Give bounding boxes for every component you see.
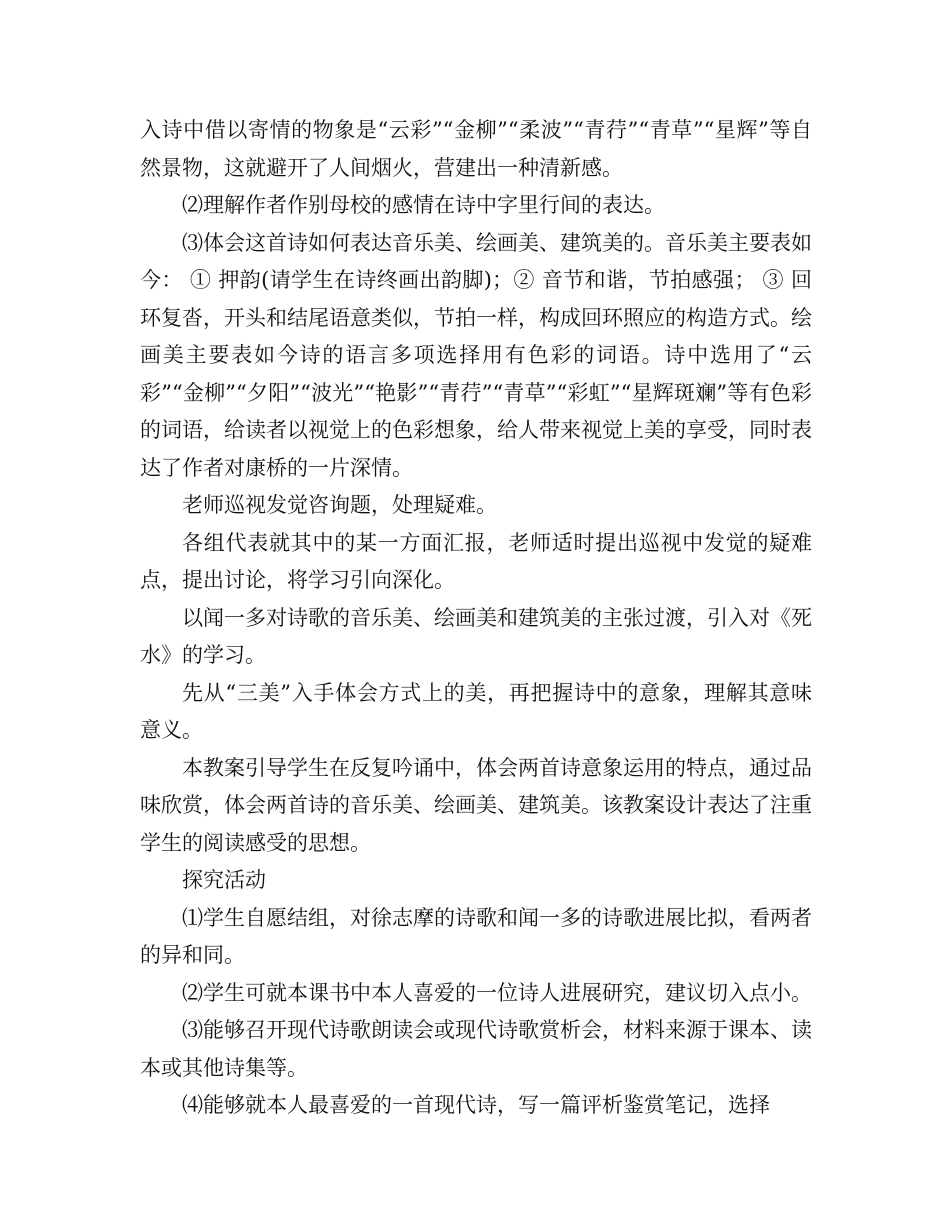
activity-item-4: ⑷能够就本人最喜爱的一首现代诗，写一篇评析鉴赏笔记，选择 — [182, 1093, 770, 1117]
activity-item-1: ⑴学生自愿结组，对徐志摩的诗歌和闻一多的诗歌进展比拟，看两者的异和同。 — [140, 905, 812, 967]
paragraph-item-2: ⑵理解作者作别母校的感情在诗中字里行间的表达。 — [182, 193, 665, 217]
paragraph-three-beauties: 先从“三美”入手体会方式上的美，再把握诗中的意象，理解其意味意义。 — [140, 680, 812, 742]
section-heading: 探究活动 — [182, 868, 266, 892]
document-body — [140, 112, 812, 1125]
activity-item-2: ⑵学生可就本课书中本人喜爱的一位诗人进展研究，建议切入点小。 — [182, 980, 812, 1005]
paragraph-continuation: 入诗中借以寄情的物象是“云彩”“金柳”“柔波”“青荇”“青草”“星辉”等自然景物，这就避开了人间烟火，营建出一种清新感。 — [140, 118, 812, 180]
paragraph-group-report: 各组代表就其中的某一方面汇报，老师适时提出巡视中发觉的疑难点，提出讨论，将学习引向深化。 — [140, 530, 812, 592]
paragraph-teacher-patrol: 老师巡视发觉咨询题，处理疑难。 — [182, 493, 497, 517]
activity-item-3: ⑶能够召开现代诗歌朗读会或现代诗歌赏析会，材料来源于课本、读本或其他诗集等。 — [140, 1018, 812, 1080]
paragraph-lesson-summary: 本教案引导学生在反复吟诵中，体会两首诗意象运用的特点，通过品味欣赏，体会两首诗的音乐美、绘画美、建筑美。该教案设计表达了注重学生的阅读感受的思想。 — [140, 755, 812, 855]
paragraph-transition: 以闻一多对诗歌的音乐美、绘画美和建筑美的主张过渡，引入对《死水》的学习。 — [140, 605, 812, 667]
paragraph-item-3: ⑶体会这首诗如何表达音乐美、绘画美、建筑美的。音乐美主要表如今： ① 押韵(请学生在诗终画出韵脚)；② 音节和谐，节拍感强； ③ 回环复沓，开头和结尾语意类似，节拍一样，构成回环照应的构造方式。绘画美主要表如今诗的语言多项选择用有色彩的词语。诗中选用了“云彩”“金柳”“夕阳”“波光”“艳影”“青荇”“青草”“彩虹”“星辉斑斓”等有色彩的词语，给读者以视觉上的色彩想象，给人带来视觉上美的享受，同时表达了作者对康桥的一片深情。 — [140, 230, 812, 480]
